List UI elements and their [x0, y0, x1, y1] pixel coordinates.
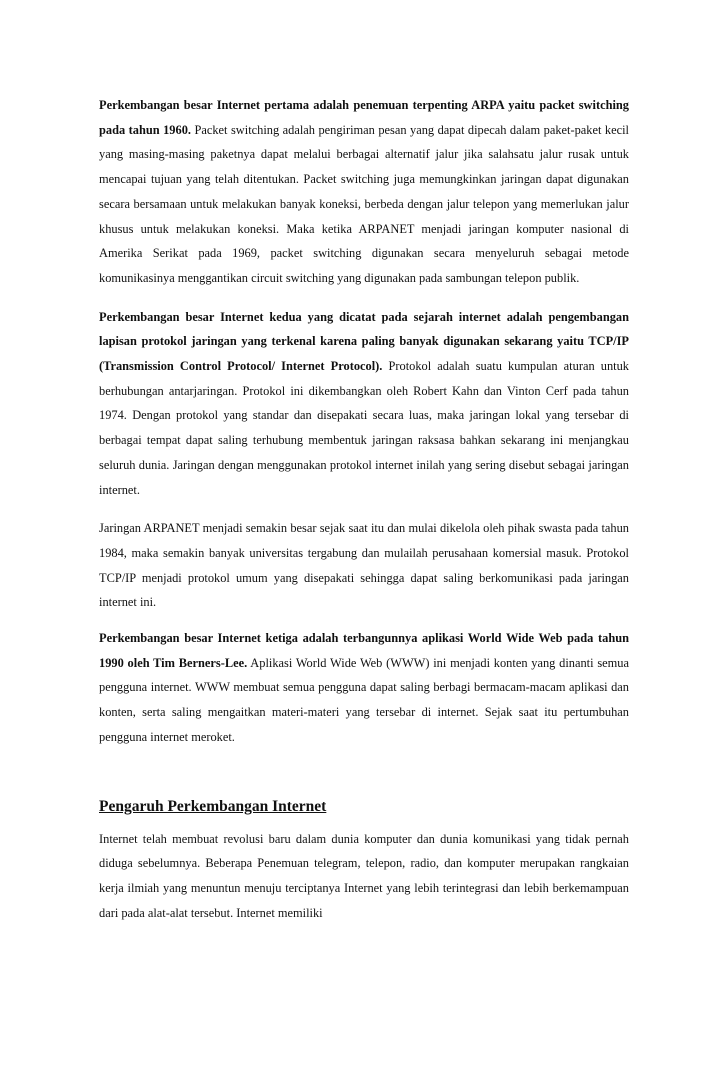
paragraph-www	[99, 626, 629, 750]
paragraph-body: Aplikasi World Wide Web (WWW) ini menjadi konten yang dinanti semua pengguna internet. WWW membuat semua pengguna dapat saling berbagi bermacam-macam aplikasi dan konten, serta saling mengaitkan materi-materi yang tersebar di internet. Sejak saat itu pertumbuhan pengguna internet meroket.	[99, 655, 629, 744]
paragraph-body: Packet switching adalah pengiriman pesan yang dapat dipecah dalam paket-paket kecil yang masing-masing paketnya dapat melalui berbagai alternatif jalur jika salahsatu jalur rusak untuk mencapai tujuan yang telah ditentukan. Packet switching juga memungkinkan jaringan dapat digunakan secara bersamaan untuk melakukan banyak koneksi, berbeda dengan jalur telepon yang memerlukan jalur khusus untuk melakukan koneksi. Maka ketika ARPANET menjadi jaringan komputer nasional di Amerika Serikat pada 1969, packet switching digunakan secara menyeluruh sebagai metode komunikasinya menggantikan circuit switching yang digunakan pada sambungan telepon publik.	[99, 122, 629, 285]
paragraph-packet-switching	[99, 93, 629, 291]
paragraph-tcp-ip	[99, 305, 629, 503]
paragraph-lead: Perkembangan besar Internet kedua yang dicatat pada sejarah internet adalah pengembangan lapisan protokol jaringan yang terkenal karena paling banyak digunakan sekarang yaitu TCP/IP (Transmission Control Protocol/ Internet Protocol).	[99, 309, 629, 374]
paragraph-lead: Perkembangan besar Internet ketiga adalah terbangunnya aplikasi World Wide Web pada tahun 1990 oleh Tim Berners-Lee.	[99, 631, 629, 670]
paragraph-body: Protokol adalah suatu kumpulan aturan untuk berhubungan antarjaringan. Protokol ini dikembangkan oleh Robert Kahn dan Vinton Cerf pada tahun 1974. Dengan protokol yang standar dan disepakati secara luas, maka jaringan lokal yang tersebar di berbagai tempat dapat saling terhubung membentuk jaringan raksasa bahkan sekarang ini menjangkau seluruh dunia. Jaringan dengan menggunakan protokol internet inilah yang sering disebut sebagai jaringan internet.	[99, 359, 629, 497]
document-page	[99, 93, 629, 939]
paragraph-influence: Internet telah membuat revolusi baru dalam dunia komputer dan dunia komunikasi yang tidak pernah diduga sebelumnya. Beberapa Penemuan telegram, telepon, radio, dan komputer merupakan rangkaian kerja ilmiah yang menuntun menuju terciptanya Internet yang lebih terintegrasi dan lebih berkemampuan dari pada alat-alat tersebut. Internet memiliki	[99, 831, 629, 920]
paragraph-lead: Perkembangan besar Internet pertama adalah penemuan terpenting ARPA yaitu packet switching pada tahun 1960.	[99, 98, 629, 137]
paragraph-arpanet	[99, 516, 629, 615]
section-heading: Pengaruh Perkembangan Internet	[99, 797, 327, 815]
paragraph-body: Jaringan ARPANET menjadi semakin besar sejak saat itu dan mulai dikelola oleh pihak swasta pada tahun 1984, maka semakin banyak universitas tergabung dan mulailah perusahaan komersial masuk. Protokol TCP/IP menjadi protokol umum yang disepakati sehingga dapat saling berkomunikasi pada jaringan internet ini.	[99, 521, 629, 610]
